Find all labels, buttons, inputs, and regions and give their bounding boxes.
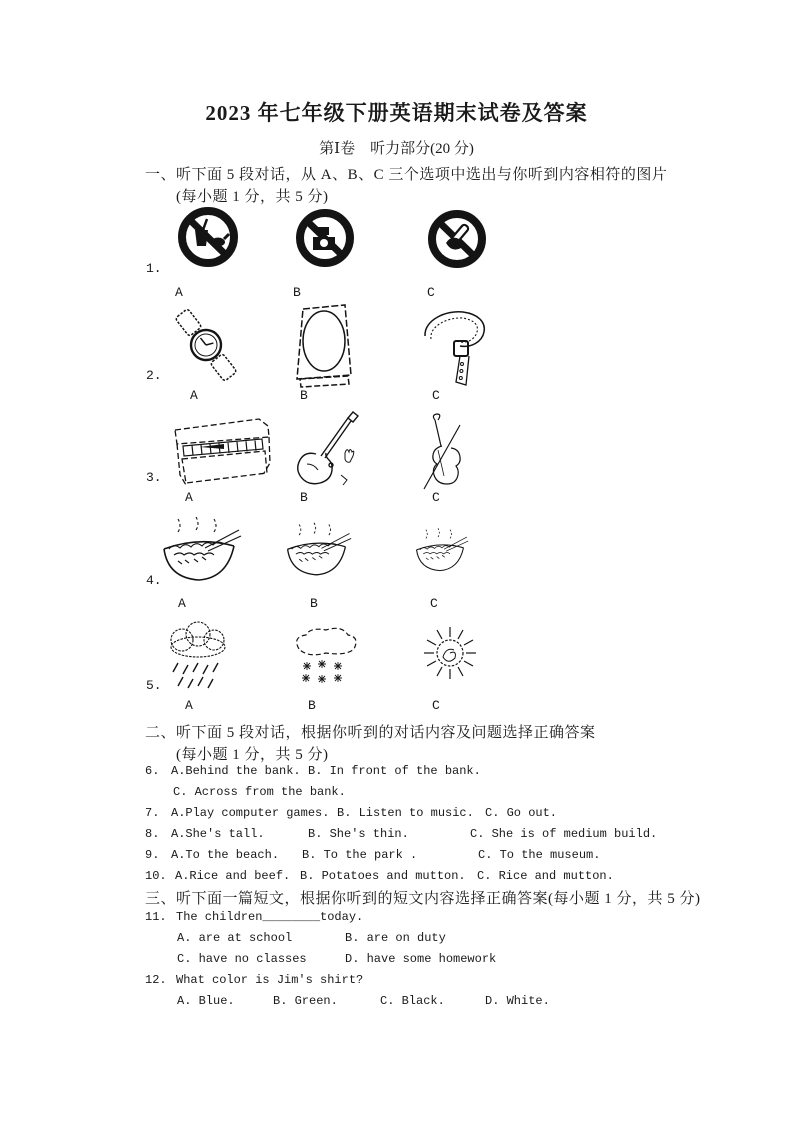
q2-option-c-label: C xyxy=(432,388,440,403)
belt-icon xyxy=(416,303,491,393)
q12-option-b: B. Green. xyxy=(273,994,338,1008)
q10-option-a: A.Rice and beef. xyxy=(175,869,291,883)
q11-option-a: A. are at school xyxy=(177,931,293,945)
q12-option-c: C. Black. xyxy=(380,994,445,1008)
wristwatch-icon xyxy=(168,302,244,388)
section2-points-note: (每小题 1 分，共 5 分) xyxy=(176,747,329,763)
q8-option-a: A.She's tall. xyxy=(171,827,265,841)
q2-number: 2. xyxy=(146,368,162,383)
q7-option-c: C. Go out. xyxy=(485,806,558,820)
section3-heading: 三、听下面一篇短文，根据你听到的短文内容选择正确答案(每小题 1 分，共 5 分) xyxy=(145,891,701,907)
q5-option-b-label: B xyxy=(308,698,316,713)
q12-stem: What color is Jim's shirt? xyxy=(176,973,364,987)
q2-option-b-label: B xyxy=(300,388,308,403)
mirror-icon xyxy=(289,302,359,390)
q8-number: 8. xyxy=(145,827,160,841)
q11-stem: The children________today. xyxy=(176,910,364,924)
page-subtitle: 第Ⅰ卷 听力部分(20 分) xyxy=(319,141,474,157)
q4-option-b-label: B xyxy=(310,596,318,611)
violin-with-bow-icon xyxy=(415,412,467,492)
q3-number: 3. xyxy=(146,470,162,485)
q6-option-a: A.Behind the bank. xyxy=(171,764,301,778)
q12-option-a: A. Blue. xyxy=(177,994,235,1008)
q8-option-c: C. She is of medium build. xyxy=(470,827,658,841)
q11-option-c: C. have no classes xyxy=(177,952,307,966)
q3-option-c-label: C xyxy=(432,490,440,505)
q8-option-b: B. She's thin. xyxy=(308,827,409,841)
q2-option-a-label: A xyxy=(190,388,198,403)
q10-option-c: C. Rice and mutton. xyxy=(477,869,614,883)
large-bowl-of-noodles-icon xyxy=(156,515,242,591)
q12-option-d: D. White. xyxy=(485,994,550,1008)
q10-option-b: B. Potatoes and mutton. xyxy=(300,869,466,883)
q1-option-a-label: A xyxy=(175,285,183,300)
q4-option-c-label: C xyxy=(430,596,438,611)
medium-bowl-of-noodles-icon xyxy=(281,521,352,584)
no-smoking-sign-icon xyxy=(426,207,488,271)
q5-option-c-label: C xyxy=(432,698,440,713)
q3-option-a-label: A xyxy=(185,490,193,505)
q12-number: 12. xyxy=(145,973,167,987)
q7-number: 7. xyxy=(145,806,160,820)
q5-option-a-label: A xyxy=(185,698,193,713)
q9-number: 9. xyxy=(145,848,160,862)
q1-number: 1. xyxy=(146,261,162,276)
q1-option-b-label: B xyxy=(293,285,301,300)
q4-number: 4. xyxy=(146,573,162,588)
q11-option-b: B. are on duty xyxy=(345,931,446,945)
piano-icon xyxy=(162,413,279,493)
small-bowl-of-noodles-icon xyxy=(411,527,469,578)
no-eating-drinking-sign-icon xyxy=(176,204,240,270)
q7-option-a: A.Play computer games. xyxy=(171,806,330,820)
no-photography-sign-icon xyxy=(294,206,356,270)
q11-number: 11. xyxy=(145,910,167,924)
q11-option-d: D. have some homework xyxy=(345,952,497,966)
snow-cloud-icon xyxy=(288,624,364,686)
electric-guitar-icon xyxy=(287,409,361,491)
q5-number: 5. xyxy=(146,678,162,693)
section2-heading: 二、听下面 5 段对话，根据你听到的对话内容及问题选择正确答案 xyxy=(145,725,596,741)
q1-option-c-label: C xyxy=(427,285,435,300)
q9-option-b: B. To the park . xyxy=(302,848,418,862)
q4-option-a-label: A xyxy=(178,596,186,611)
q10-number: 10. xyxy=(145,869,167,883)
q3-option-b-label: B xyxy=(300,490,308,505)
q9-option-c: C. To the museum. xyxy=(478,848,601,862)
sun-icon xyxy=(420,622,480,684)
q6-number: 6. xyxy=(145,764,160,778)
section1-heading: 一、听下面 5 段对话，从 A、B、C 三个选项中选出与你听到内容相符的图片 xyxy=(145,167,668,183)
page-title: 2023 年七年级下册英语期末试卷及答案 xyxy=(205,101,588,125)
section1-points-note: (每小题 1 分，共 5 分) xyxy=(176,189,329,205)
q7-option-b: B. Listen to music. xyxy=(337,806,474,820)
q6-option-c: C. Across from the bank. xyxy=(173,785,346,799)
q9-option-a: A.To the beach. xyxy=(171,848,280,862)
q6-option-b: B. In front of the bank. xyxy=(308,764,481,778)
rain-cloud-icon xyxy=(160,619,238,693)
